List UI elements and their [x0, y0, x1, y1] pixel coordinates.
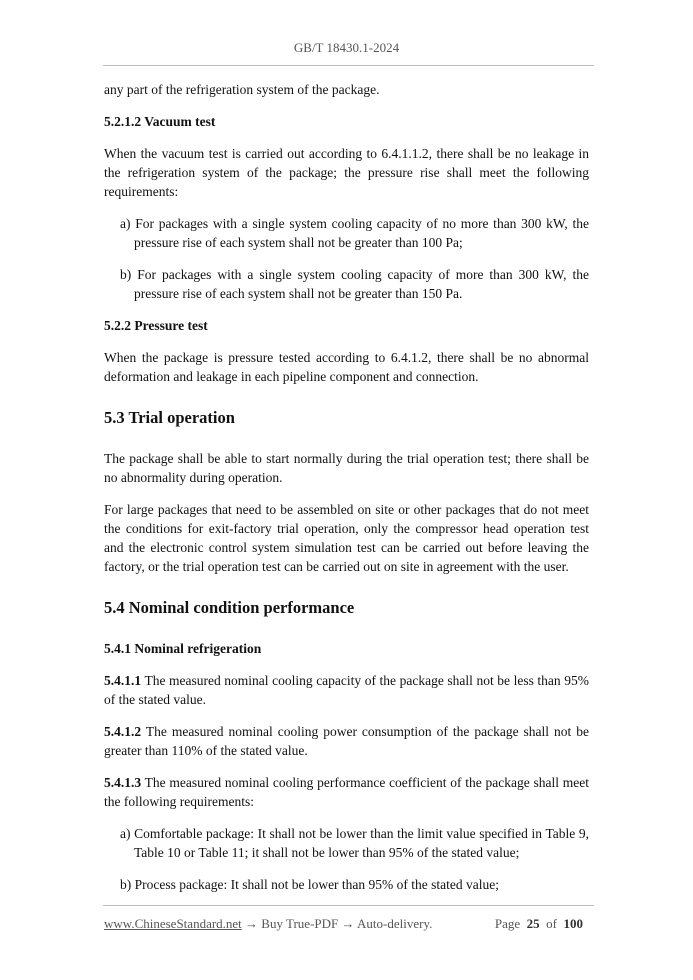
clause-number: 5.4.1.1 [104, 673, 142, 688]
list-item: b) For packages with a single system cooling capacity of more than 300 kW, the pressure rise of each system shall not be greater than 150 Pa. [120, 267, 589, 301]
clause-5-4-1-3 [104, 773, 589, 811]
paragraph: When the vacuum test is carried out according to 6.4.1.1.2, there shall be no leakage in the refrigeration system of the package; the pressure rise shall meet the following requirements: [104, 146, 589, 199]
list-item: a) For packages with a single system cooling capacity of no more than 300 kW, the pressure rise of each system shall not be greater than 100 Pa; [120, 216, 589, 250]
website-link[interactable]: www.ChineseStandard.net [104, 916, 242, 931]
header-divider [103, 65, 594, 66]
section-heading-5-4-1: 5.4.1 Nominal refrigeration [104, 641, 262, 656]
footer-tagline: → Buy True-PDF → Auto-delivery. [241, 916, 433, 931]
paragraph: For large packages that need to be assembled on site or other packages that do not meet the conditions for exit-factory trial operation, only the compressor head operation test and the electronic control system simulation test can be carried out before leaving the factory, or the trial operation test can be carried out on site in agreement with the user. [104, 502, 589, 574]
current-page: 25 [526, 916, 540, 931]
footer-left [104, 916, 432, 932]
footer-divider [103, 905, 594, 906]
clause-5-4-1-2 [104, 722, 589, 760]
page-number [495, 916, 583, 932]
page-label: Page [494, 916, 521, 931]
list-item: b) Process package: It shall not be lower than 95% of the stated value; [120, 877, 500, 892]
section-heading-5-2-2: 5.2.2 Pressure test [104, 318, 208, 333]
section-heading-5-4: 5.4 Nominal condition performance [104, 598, 355, 617]
total-pages: 100 [563, 916, 583, 931]
paragraph: The package shall be able to start normally during the trial operation test; there shall be no abnormality during operation. [104, 451, 589, 485]
of-label: of [546, 916, 557, 931]
list-item: a) Comfortable package: It shall not be lower than the limit value specified in Table 9, Table 10 or Table 11; it shall not be lower than 95% of the stated value; [120, 826, 589, 860]
clause-5-4-1-1 [104, 671, 589, 709]
clause-text: The measured nominal cooling power consumption of the package shall not be greater than 110% of the stated value. [104, 724, 589, 758]
section-heading-5-2-1-2: 5.2.1.2 Vacuum test [104, 114, 216, 129]
page-header: GB/T 18430.1-2024 [293, 40, 400, 55]
page-content [104, 80, 589, 894]
clause-text: The measured nominal cooling capacity of the package shall not be less than 95% of the stated value. [104, 673, 589, 707]
clause-text: The measured nominal cooling performance coefficient of the package shall meet the following requirements: [104, 775, 589, 809]
paragraph: When the package is pressure tested according to 6.4.1.2, there shall be no abnormal deformation and leakage in each pipeline component and connection. [104, 350, 589, 384]
clause-number: 5.4.1.2 [104, 724, 142, 739]
paragraph: any part of the refrigeration system of the package. [104, 82, 380, 97]
section-heading-5-3: 5.3 Trial operation [104, 408, 235, 427]
clause-number: 5.4.1.3 [104, 775, 142, 790]
